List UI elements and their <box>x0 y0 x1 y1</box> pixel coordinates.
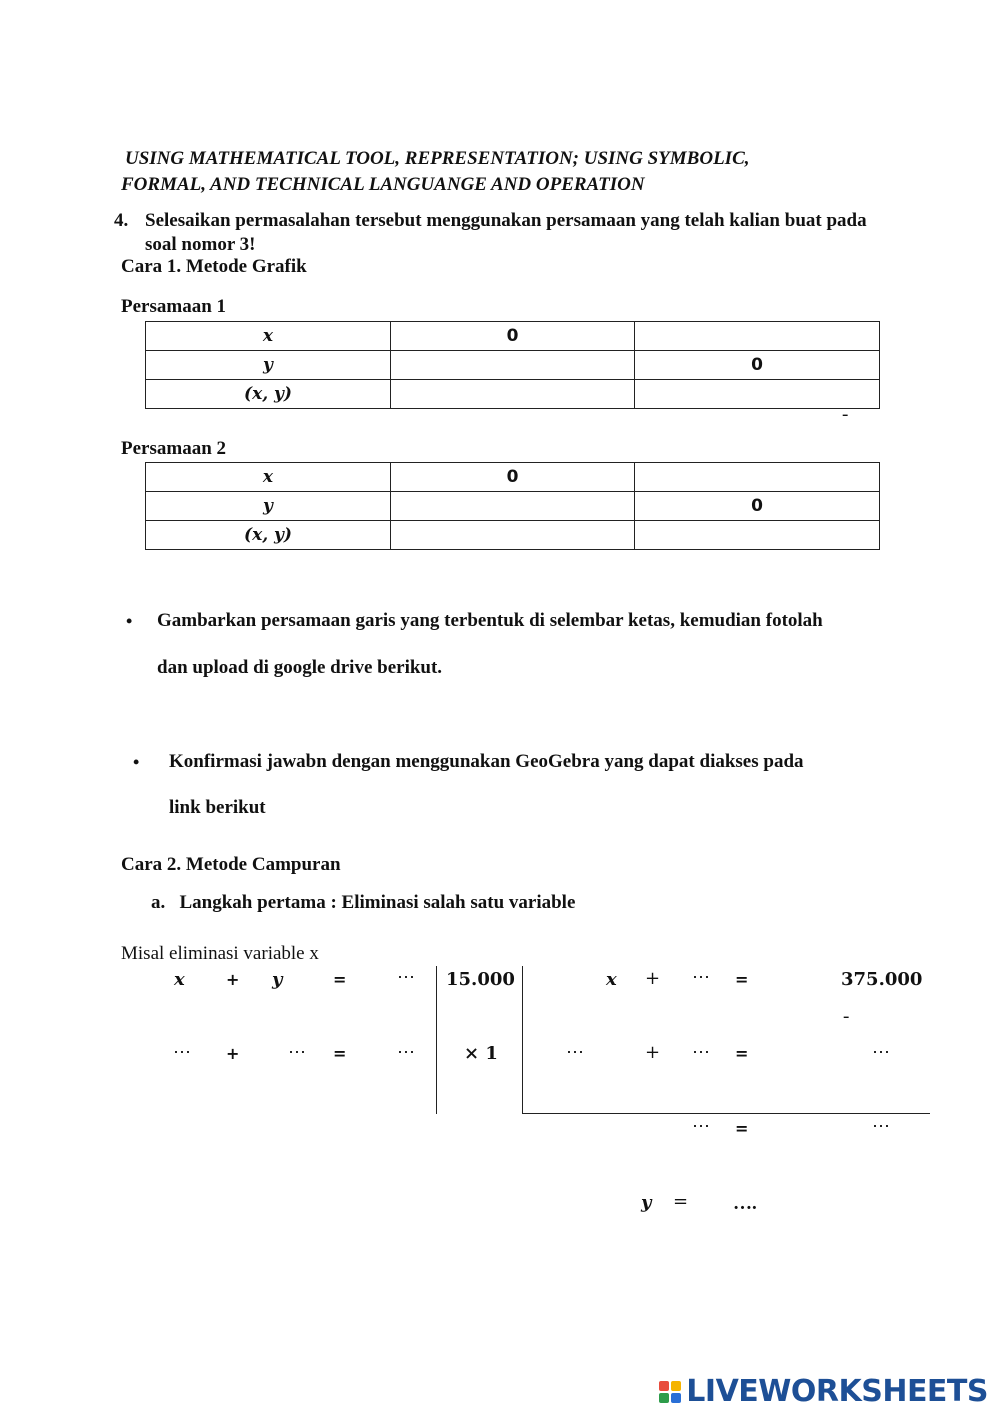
cell-input[interactable]: 0 <box>391 463 635 492</box>
table-row <box>146 463 880 492</box>
eq2-b[interactable]: ⋯ <box>288 1042 306 1063</box>
final-eq: = <box>673 1191 689 1212</box>
minus-sign: - <box>843 1006 850 1027</box>
cell-input[interactable]: 0 <box>635 351 880 380</box>
res1-eq: = <box>735 970 749 989</box>
cell-input[interactable] <box>635 521 880 550</box>
eq2-multiplier: × 1 <box>464 1043 498 1064</box>
eq2-op: + <box>226 1044 240 1063</box>
final-var: y <box>641 1192 652 1213</box>
bullet1-line1: Gambarkan persamaan garis yang terbentuk di selembar ketas, kemudian fotolah <box>157 610 823 631</box>
cell-input[interactable]: 0 <box>391 322 635 351</box>
logo-square <box>659 1381 669 1391</box>
bullet-icon: • <box>133 752 140 772</box>
cell-input[interactable] <box>391 492 635 521</box>
res2-op: + <box>645 1042 661 1063</box>
eq1-b: y <box>272 969 283 990</box>
persamaan1-label: Persamaan 1 <box>121 296 227 317</box>
bullet1-line2: dan upload di google drive berikut. <box>157 657 443 678</box>
table-row <box>146 380 880 409</box>
cell-input[interactable] <box>391 521 635 550</box>
cell-input[interactable] <box>635 463 880 492</box>
cara1-title: Cara 1. Metode Grafik <box>121 256 307 277</box>
res1-a: x <box>606 969 617 990</box>
cell-input[interactable] <box>635 322 880 351</box>
bullet-icon: • <box>126 611 133 631</box>
res1-rhs: 375.000 <box>841 969 923 990</box>
res2-eq: = <box>735 1044 749 1063</box>
logo-square <box>671 1381 681 1391</box>
subtraction-line <box>522 1113 930 1114</box>
logo-mark-icon <box>659 1381 681 1403</box>
logo-text: LIVEWORKSHEETS <box>686 1374 988 1409</box>
res2-a[interactable]: ⋯ <box>566 1042 584 1063</box>
cell-input[interactable] <box>391 351 635 380</box>
liveworksheets-logo <box>659 1374 988 1409</box>
row-head-x: x <box>146 322 391 351</box>
question-4 <box>114 209 894 259</box>
cell-input[interactable] <box>391 380 635 409</box>
persamaan2-table <box>145 462 880 550</box>
logo-square <box>671 1393 681 1403</box>
final-value[interactable]: …. <box>733 1193 757 1214</box>
row-head-y: y <box>146 351 391 380</box>
res3-b[interactable]: ⋯ <box>692 1116 710 1137</box>
res3-eq: = <box>735 1119 749 1138</box>
persamaan1-table <box>145 321 880 409</box>
table-row <box>146 351 880 380</box>
heading-line-1: USING MATHEMATICAL TOOL, REPRESENTATION; USING SYMBOLIC, <box>125 148 750 169</box>
eq1-op: + <box>226 970 240 989</box>
res1-op: + <box>645 968 661 989</box>
eq2-eq: = <box>333 1044 347 1063</box>
persamaan2-label: Persamaan 2 <box>121 438 227 459</box>
step-a: a. Langkah pertama : Eliminasi salah satu variable <box>151 892 576 913</box>
res2-b[interactable]: ⋯ <box>692 1042 710 1063</box>
res1-b[interactable]: ⋯ <box>692 967 710 988</box>
eq1-eq: = <box>333 970 347 989</box>
table-row <box>146 322 880 351</box>
divider-line-1 <box>436 966 437 1114</box>
eq1-multiplier: 15.000 <box>446 969 515 990</box>
table-row <box>146 492 880 521</box>
section-heading <box>121 146 750 198</box>
bullet2-line1: Konfirmasi jawabn dengan menggunakan GeoGebra yang dapat diakses pada <box>169 751 804 772</box>
row-head-y: y <box>146 492 391 521</box>
res3-rhs[interactable]: ⋯ <box>872 1116 890 1137</box>
cara2-title: Cara 2. Metode Campuran <box>121 854 341 875</box>
elimination-note: Misal eliminasi variable x <box>121 943 319 964</box>
row-head-xy: (x, y) <box>146 521 391 550</box>
bullet2-line2: link berikut <box>169 797 266 818</box>
dash-mark: - <box>842 404 849 425</box>
cell-input[interactable]: 0 <box>635 492 880 521</box>
eq2-a[interactable]: ⋯ <box>173 1042 191 1063</box>
eq2-rhs[interactable]: ⋯ <box>397 1042 415 1063</box>
logo-square <box>659 1393 669 1403</box>
divider-line-2 <box>522 966 523 1114</box>
res2-rhs[interactable]: ⋯ <box>872 1042 890 1063</box>
question-number: 4. <box>114 210 129 231</box>
table-row <box>146 521 880 550</box>
eq1-rhs[interactable]: ⋯ <box>397 967 415 988</box>
row-head-xy: (x, y) <box>146 380 391 409</box>
eq1-a: x <box>174 969 185 990</box>
row-head-x: x <box>146 463 391 492</box>
heading-line-2: FORMAL, AND TECHNICAL LANGUANGE AND OPERATION <box>121 174 645 195</box>
question-text: Selesaikan permasalahan tersebut menggunakan persamaan yang telah kalian buat pada soal nomor 3! <box>145 210 867 255</box>
